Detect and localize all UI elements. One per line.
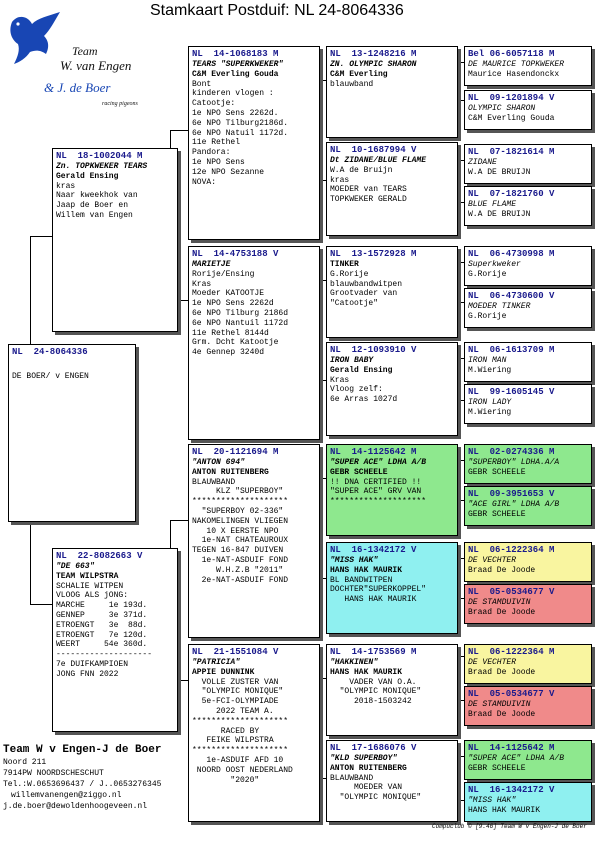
ring-number: NL 05-0534677 V bbox=[468, 689, 555, 699]
card-line: "HAKKINEN" bbox=[330, 658, 379, 667]
card-line: !! DNA CERTIFIED !! bbox=[330, 477, 422, 487]
card-line: 4e Gennep 3240d bbox=[192, 348, 265, 358]
card-line: Braad De Joode bbox=[468, 709, 536, 719]
card-line: ETROENGT 3e 88d. bbox=[56, 620, 148, 630]
card-line: HANS HAK MAURIK bbox=[330, 667, 403, 677]
card-line: "OLYMPIC MONIQUE" bbox=[330, 793, 422, 803]
card-line: Kras bbox=[192, 279, 212, 289]
ancestor-card[interactable] bbox=[326, 342, 458, 436]
card-line: Vloog zelf: bbox=[330, 385, 383, 395]
card-line: Maurice Hasendonckx bbox=[468, 69, 560, 79]
card-line: "ACE GIRL" LDHA A/B bbox=[468, 500, 560, 509]
card-line: DE MAURICE TOPKWEKER bbox=[468, 60, 565, 69]
card-line: VADER VAN O.A. bbox=[330, 677, 417, 687]
card-line: FEIKE WILPSTRA bbox=[192, 736, 274, 746]
ancestor-card[interactable] bbox=[464, 246, 592, 286]
card-line: 6e NPO Tilburg 2186d bbox=[192, 308, 289, 318]
ancestor-card[interactable] bbox=[464, 90, 592, 130]
owner-line: Noord 211 bbox=[3, 758, 47, 767]
card-line: Gerald Ensing bbox=[56, 171, 119, 181]
card-line: HANS HAK MAURIK bbox=[330, 565, 403, 575]
card-line: 6e Arras 1027d bbox=[330, 395, 398, 405]
ring-number: NL 06-4730600 V bbox=[468, 291, 555, 301]
card-line: MOEDER TINKER bbox=[468, 302, 531, 311]
card-line: "MISS HAK" bbox=[330, 556, 379, 565]
card-line: C&M Everling Gouda bbox=[468, 113, 555, 123]
ring-number: NL 06-1222364 M bbox=[468, 545, 555, 555]
card-line: BLAUWBAND bbox=[192, 477, 236, 487]
ring-number: NL 99-1605145 V bbox=[468, 387, 555, 397]
card-line: W.A DE BRUIJN bbox=[468, 209, 531, 219]
logo-line-1: Team bbox=[72, 44, 98, 58]
card-line: MOEDER VAN bbox=[330, 783, 403, 793]
card-line: ******************** bbox=[192, 716, 289, 726]
card-line: Catootje: bbox=[192, 99, 236, 109]
ring-number: NL 14-4753188 V bbox=[192, 249, 279, 259]
card-line: 1e NPO Sens bbox=[192, 157, 245, 167]
card-line: "SUPERBOY 02-336" bbox=[192, 506, 284, 516]
ring-number: NL 06-1222364 M bbox=[468, 647, 555, 657]
card-line: Naar kweekhok van bbox=[56, 191, 138, 201]
card-line: Jaap de Boer en bbox=[56, 201, 129, 211]
card-line: Zn. TOPKWEKER TEARS bbox=[56, 162, 148, 171]
pigeon-logo-icon bbox=[4, 10, 68, 68]
card-line: W.H.Z.B "2011" bbox=[192, 565, 284, 575]
ring-number: NL 05-0534677 V bbox=[468, 587, 555, 597]
card-line: 7e DUIFKAMPIOEN bbox=[56, 659, 129, 669]
card-line: Gerald Ensing bbox=[330, 365, 393, 375]
ancestor-card[interactable] bbox=[326, 142, 458, 236]
owner-email[interactable]: j.de.boer@dewoldenhoogeveen.nl bbox=[3, 802, 148, 811]
card-line: kras bbox=[56, 181, 76, 191]
card-line: GEBR SCHEELE bbox=[468, 763, 526, 773]
card-line: DE BOER/ v ENGEN bbox=[12, 372, 89, 381]
ring-number: NL 13-1572928 M bbox=[330, 249, 417, 259]
card-line: "PATRICIA" bbox=[192, 658, 241, 667]
subject-card[interactable] bbox=[8, 344, 136, 522]
card-line: DE STAMDUIVIN bbox=[468, 598, 531, 607]
ancestor-card[interactable] bbox=[464, 584, 592, 624]
ancestor-card[interactable] bbox=[464, 288, 592, 328]
ring-number: NL 20-1121694 M bbox=[192, 447, 279, 457]
card-line: DE VECHTER bbox=[468, 556, 517, 565]
card-line: ANTON RUITENBERG bbox=[330, 763, 407, 773]
card-line: "Catootje" bbox=[330, 299, 379, 309]
card-line: ZN. OLYMPIC SHARON bbox=[330, 60, 417, 69]
owner-email[interactable]: willemvanengen@ziggo.nl bbox=[11, 791, 122, 800]
card-line: APPIE DUNNINK bbox=[192, 667, 255, 677]
owner-line: Tel.:W.0653696437 / J..0653276345 bbox=[3, 780, 162, 789]
grandfather-paternal-card[interactable] bbox=[188, 46, 320, 240]
card-line: M.Wiering bbox=[468, 407, 512, 417]
card-line: M.Wiering bbox=[468, 365, 512, 375]
ring-number: NL 14-1068183 M bbox=[192, 49, 279, 59]
card-line: 1e NPO Sens 2262d. bbox=[192, 108, 279, 118]
card-line: TINKER bbox=[330, 260, 359, 269]
card-line: G.Rorije bbox=[330, 269, 369, 279]
ancestor-card[interactable] bbox=[464, 486, 592, 526]
card-line: NOVA: bbox=[192, 177, 217, 187]
ancestor-card[interactable] bbox=[326, 644, 458, 736]
ancestor-card[interactable] bbox=[464, 342, 592, 382]
card-line: GEBR SCHEELE bbox=[330, 467, 388, 477]
grandmother-paternal-card[interactable] bbox=[188, 246, 320, 440]
card-line: ETROENGT 7e 120d. bbox=[56, 630, 148, 640]
card-line: BLUE FLAME bbox=[468, 200, 517, 209]
card-line: G.Rorije bbox=[468, 311, 507, 321]
card-line: 2022 TEAM A. bbox=[192, 706, 274, 716]
card-line: 6e NPO Natuil 1172d. bbox=[192, 128, 289, 138]
card-line: SCHALIE WITPEN bbox=[56, 581, 124, 591]
ring-number: NL 06-1613709 M bbox=[468, 345, 555, 355]
card-line: 6e NPO Tilburg2186d. bbox=[192, 118, 289, 128]
card-line: TEAM WILPSTRA bbox=[56, 571, 119, 581]
card-line: 11e Rethel bbox=[192, 138, 241, 148]
card-line: "OLYMPIC MONIQUE" bbox=[192, 687, 284, 697]
card-line: C&M Everling Gouda bbox=[192, 69, 279, 79]
card-line: 2e-NAT-ASDUIF FOND bbox=[192, 575, 289, 585]
card-line: blauwband bbox=[330, 79, 374, 89]
ring-number: NL 13-1248216 M bbox=[330, 49, 417, 59]
card-line: RACED BY bbox=[192, 726, 260, 736]
card-line: -------------------- bbox=[56, 650, 153, 660]
card-line: HANS HAK MAURIK bbox=[468, 805, 541, 815]
card-line: ******************** bbox=[192, 746, 289, 756]
card-line: NOORD OOST NEDERLAND bbox=[192, 765, 293, 775]
ring-number: NL 24-8064336 bbox=[12, 347, 88, 357]
father-card[interactable] bbox=[52, 148, 178, 332]
card-line: kras bbox=[330, 175, 350, 185]
card-line: "SUPERBOY" LDHA.A/A bbox=[468, 458, 560, 467]
ring-number: Bel 06-6057118 M bbox=[468, 49, 555, 59]
card-line: "SUPER ACE" GRV VAN bbox=[330, 487, 422, 497]
card-line: G.Rorije bbox=[468, 269, 507, 279]
ring-number: NL 02-0274336 M bbox=[468, 447, 555, 457]
ancestor-card[interactable] bbox=[464, 686, 592, 726]
ancestor-card[interactable] bbox=[464, 444, 592, 484]
ring-number: NL 14-1125642 M bbox=[330, 447, 417, 457]
ancestor-card[interactable] bbox=[464, 644, 592, 684]
card-line: DE STAMDUIVIN bbox=[468, 700, 531, 709]
ancestor-card[interactable] bbox=[326, 740, 458, 822]
ancestor-card[interactable] bbox=[464, 782, 592, 822]
card-line: "SUPER ACE" LDHA A/B bbox=[468, 754, 565, 763]
card-line: Grm. Dcht Katootje bbox=[192, 338, 279, 348]
ring-number: NL 16-1342172 V bbox=[330, 545, 417, 555]
ring-number: NL 18-1002044 M bbox=[56, 151, 143, 161]
card-line: W.A de Bruijn bbox=[330, 165, 393, 175]
ancestor-card[interactable] bbox=[326, 246, 458, 338]
page-title: Stamkaart Postduif: NL 24-8064336 bbox=[150, 2, 404, 19]
card-line: 2018-1503242 bbox=[330, 697, 412, 707]
card-line: "DE 663" bbox=[56, 562, 95, 571]
card-line: Bont bbox=[192, 79, 212, 89]
owner-name: Team W v Engen-J de Boer bbox=[3, 744, 162, 756]
card-line: VOLLE ZUSTER VAN bbox=[192, 677, 279, 687]
owner-info bbox=[3, 743, 161, 812]
ring-number: NL 22-8082663 V bbox=[56, 551, 143, 561]
ring-number: NL 06-4730998 M bbox=[468, 249, 555, 259]
card-line: IRON BABY bbox=[330, 356, 374, 365]
ancestor-card[interactable] bbox=[464, 384, 592, 424]
card-line: DE VECHTER bbox=[468, 658, 517, 667]
ring-number: NL 14-1753569 M bbox=[330, 647, 417, 657]
card-line: 1e-NAT CHATEAUROUX bbox=[192, 536, 289, 546]
card-line: 1e-NAT-ASDUIF FOND bbox=[192, 555, 289, 565]
ring-number: NL 21-1551084 V bbox=[192, 647, 279, 657]
card-line: OLYMPIC SHARON bbox=[468, 104, 536, 113]
card-line: "MISS HAK" bbox=[468, 796, 517, 805]
card-line: Dt ZIDANE/BLUE FLAME bbox=[330, 156, 427, 165]
ring-number: NL 14-1125642 M bbox=[468, 743, 555, 753]
card-line: 12e NPO Sezanne bbox=[192, 167, 265, 177]
card-line: ZIDANE bbox=[468, 158, 497, 167]
mother-card[interactable] bbox=[52, 548, 178, 732]
ring-number: NL 09-3951653 V bbox=[468, 489, 555, 499]
grandfather-maternal-card[interactable] bbox=[188, 444, 320, 638]
card-line: ANTON RUITENBERG bbox=[192, 467, 269, 477]
card-line: C&M Everling bbox=[330, 69, 388, 79]
ancestor-card[interactable] bbox=[326, 444, 458, 536]
ancestor-card[interactable] bbox=[326, 46, 458, 138]
card-line: 6e NPO Nantuil 1172d bbox=[192, 318, 289, 328]
ring-number: NL 12-1093910 V bbox=[330, 345, 417, 355]
logo-line-4: racing pigeons bbox=[102, 101, 138, 107]
card-line: BLAUWBAND bbox=[330, 773, 374, 783]
card-line: NAKOMELINGEN VLIEGEN bbox=[192, 516, 289, 526]
card-line: Braad De Joode bbox=[468, 607, 536, 617]
card-line: Grootvader van bbox=[330, 289, 398, 299]
card-line: Braad De Joode bbox=[468, 667, 536, 677]
card-line: GENNEP 3e 371d. bbox=[56, 610, 148, 620]
card-line: W.A DE BRUIJN bbox=[468, 167, 531, 177]
ancestor-card[interactable] bbox=[464, 144, 592, 184]
card-line: ******************** bbox=[192, 497, 289, 507]
card-line: 1e NPO Sens 2262d bbox=[192, 299, 274, 309]
ring-number: NL 16-1342172 V bbox=[468, 785, 555, 795]
ancestor-card[interactable] bbox=[464, 186, 592, 226]
ring-number: NL 17-1686076 V bbox=[330, 743, 417, 753]
card-line: "SUPER ACE" LDHA A/B bbox=[330, 458, 427, 467]
card-line: "ANTON 694" bbox=[192, 458, 245, 467]
ring-number: NL 07-1821760 V bbox=[468, 189, 555, 199]
footer: Compuclub © [9.46] Team W v Engen-J de Boer bbox=[432, 823, 587, 830]
card-line: KLZ "SUPERBOY" bbox=[192, 487, 284, 497]
grandmother-maternal-card[interactable] bbox=[188, 644, 320, 822]
card-line: Superkweker bbox=[468, 260, 521, 269]
card-line: Braad De Joode bbox=[468, 565, 536, 575]
card-line: VLOOG ALS jONG: bbox=[56, 591, 129, 601]
card-line: Moeder KATOOTJE bbox=[192, 289, 265, 299]
card-line: Willem van Engen bbox=[56, 210, 133, 220]
card-line: DOCHTER"SUPERKOPPEL" bbox=[330, 585, 427, 595]
card-line: TEARS "SUPERKWEKER" bbox=[192, 60, 284, 69]
card-line: kinderen vlogen : bbox=[192, 89, 274, 99]
card-line: 5e-FCI-OLYMPIADE bbox=[192, 697, 279, 707]
ring-number: NL 07-1821614 M bbox=[468, 147, 555, 157]
card-line: IRON LADY bbox=[468, 398, 512, 407]
card-line: TEGEN 16-847 DUIVEN bbox=[192, 546, 284, 556]
card-line: ******************** bbox=[330, 497, 427, 507]
owner-line: 7914PW NOORDSCHESCHUT bbox=[3, 769, 104, 778]
card-line: GEBR SCHEELE bbox=[468, 467, 526, 477]
card-line: GEBR SCHEELE bbox=[468, 509, 526, 519]
ring-number: NL 09-1201894 V bbox=[468, 93, 555, 103]
card-line: MARIETJE bbox=[192, 260, 231, 269]
card-line: 1e-ASDUIF AFD 10 bbox=[192, 755, 284, 765]
card-line: BL BANDWITPEN bbox=[330, 575, 393, 585]
card-line: TOPKWEKER GERALD bbox=[330, 195, 407, 205]
card-line: Rorije/Ensing bbox=[192, 269, 255, 279]
card-line: JONG FNN 2022 bbox=[56, 669, 119, 679]
card-line: "2020" bbox=[192, 775, 260, 785]
logo-line-2: W. van Engen bbox=[60, 58, 132, 73]
card-line: MARCHE 1e 193d. bbox=[56, 601, 148, 611]
card-line: "OLYMPIC MONIQUE" bbox=[330, 687, 422, 697]
logo-line-3: & J. de Boer bbox=[44, 80, 111, 95]
card-line: HANS HAK MAURIK bbox=[330, 595, 417, 605]
ancestor-card[interactable] bbox=[326, 542, 458, 634]
card-line: "KLD SUPERBOY" bbox=[330, 754, 398, 763]
card-line: Kras bbox=[330, 375, 350, 385]
card-line: 11e Rethel 8144d bbox=[192, 328, 269, 338]
card-line: WEERT 54e 360d. bbox=[56, 640, 148, 650]
ancestor-card[interactable] bbox=[464, 542, 592, 582]
card-line: IRON MAN bbox=[468, 356, 507, 365]
ancestor-card[interactable] bbox=[464, 46, 592, 86]
card-line: blauwbandwitpen bbox=[330, 279, 403, 289]
ancestor-card[interactable] bbox=[464, 740, 592, 780]
card-line: Pandora: bbox=[192, 148, 231, 158]
ring-number: NL 10-1687994 V bbox=[330, 145, 417, 155]
card-line: 10 X EERSTE NPO bbox=[192, 526, 279, 536]
card-line: MOEDER van TEARS bbox=[330, 185, 407, 195]
